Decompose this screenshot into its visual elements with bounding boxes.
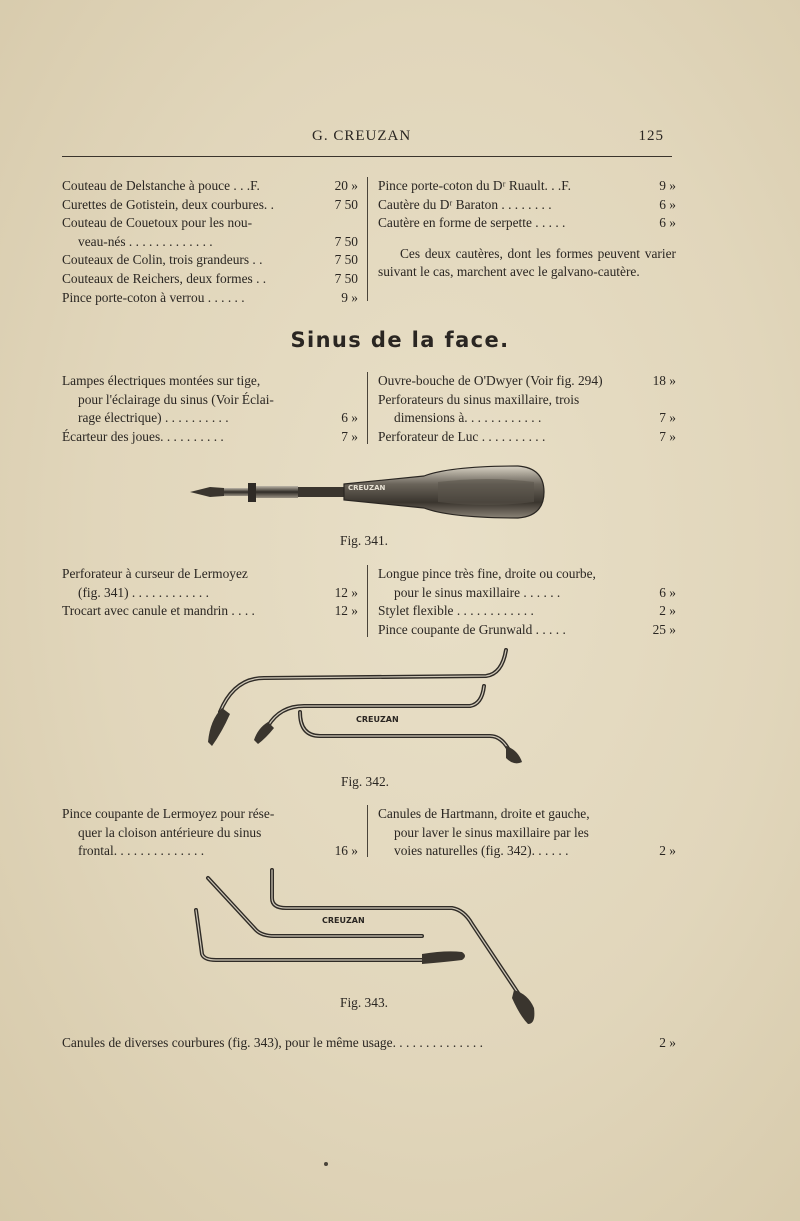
fig343-engraving: CREUZAN: [322, 916, 365, 925]
item-price: 25 »: [652, 621, 676, 637]
item-label: pour l'éclairage du sinus (Voir Éclai-: [78, 391, 274, 407]
item-label: frontal. . . . . . . . . . . . . .: [78, 843, 205, 859]
item-price: 6 »: [659, 584, 676, 600]
list-item: [62, 409, 358, 428]
list-item: [62, 372, 358, 391]
item-label: Couteau de Couetoux pour les nou-: [62, 215, 253, 231]
item-label: Couteaux de Reichers, deux formes . .: [62, 270, 267, 286]
item-label: Canules de diverses courbures (fig. 343), pour le même usage. . . . . . . . . . . . . .: [62, 1035, 483, 1050]
list-item: [378, 196, 676, 215]
item-label: Ouvre-bouche de O'Dwyer (Voir fig. 294): [378, 373, 603, 388]
item-label: Pince coupante de Grunwald . . . . .: [378, 621, 566, 637]
list-item: [378, 409, 676, 428]
block4-left-column: [62, 805, 358, 861]
item-price: 7 50: [334, 252, 358, 268]
item-label: Lampes électriques montées sur tige,: [62, 373, 261, 388]
list-item: [62, 584, 358, 603]
list-item: [378, 824, 676, 843]
item-label: Cautère en forme de serpette . . . . .: [378, 215, 566, 231]
item-price: 16 »: [334, 843, 358, 859]
item-label: Pince porte-coton du Dʳ Ruault. . .F.: [378, 178, 571, 193]
item-price: 6 »: [659, 196, 676, 212]
item-label: Pince coupante de Lermoyez pour rése-: [62, 806, 275, 821]
item-label: Couteau de Delstanche à pouce . . .F.: [62, 178, 260, 193]
fig341-engraving: CREUZAN: [348, 484, 386, 492]
fig342-engraving: CREUZAN: [356, 715, 399, 724]
block3-left-column: [62, 565, 358, 621]
list-item: [378, 177, 676, 196]
item-price: 7 »: [659, 428, 676, 444]
item-label: Trocart avec canule et mandrin . . . .: [62, 603, 255, 619]
item-label: veau-nés . . . . . . . . . . . . .: [78, 233, 213, 249]
list-item: [62, 824, 358, 843]
item-price: 6 »: [659, 215, 676, 231]
column-divider: [367, 565, 368, 637]
item-label: Perforateurs du sinus maxillaire, trois: [378, 391, 580, 407]
list-item: [378, 391, 676, 410]
page-speck: [324, 1162, 328, 1166]
list-item: [62, 177, 358, 196]
item-price: 2 »: [659, 843, 676, 859]
item-label: Perforateur à curseur de Lermoyez: [62, 566, 248, 581]
item-price: 12 »: [334, 584, 358, 600]
fig341-perforator-illustration: [188, 460, 552, 526]
block2-right-column: [378, 372, 676, 446]
list-item: [62, 565, 358, 584]
fig343-caption: Fig. 343.: [340, 995, 388, 1010]
item-label: Couteaux de Colin, trois grandeurs . .: [62, 252, 263, 268]
list-item: [62, 233, 358, 252]
section-title: Sinus de la face.: [290, 328, 510, 352]
list-item-bottom: [62, 1035, 676, 1051]
list-item: [62, 391, 358, 410]
block4-right-column: [378, 805, 676, 861]
header-author: G. CREUZAN: [312, 128, 412, 144]
list-item: [62, 428, 358, 447]
item-label: Canules de Hartmann, droite et gauche,: [378, 806, 590, 821]
list-item: [62, 196, 358, 215]
list-item: [378, 805, 676, 824]
header-rule: [62, 156, 672, 157]
item-label: Cautère du Dʳ Baraton . . . . . . . .: [378, 196, 552, 212]
item-price: 7 50: [334, 270, 358, 286]
block2-left-column: [62, 372, 358, 446]
list-item: [378, 602, 676, 621]
list-item: [378, 372, 676, 391]
item-price: 2 »: [659, 1035, 676, 1050]
list-item: [62, 214, 358, 233]
item-price: 12 »: [334, 603, 358, 619]
running-header: [62, 128, 672, 150]
item-label: quer la cloison antérieure du sinus: [78, 824, 262, 840]
item-label: voies naturelles (fig. 342). . . . . .: [394, 843, 569, 859]
block1-left-column: [62, 177, 358, 307]
item-label: (fig. 341) . . . . . . . . . . . .: [78, 584, 209, 600]
item-label: Perforateur de Luc . . . . . . . . . .: [378, 428, 546, 444]
item-label: Pince porte-coton à verrou . . . . . .: [62, 289, 245, 305]
list-item: [378, 842, 676, 861]
fig342-caption: Fig. 342.: [341, 774, 389, 789]
item-price: 7 »: [659, 410, 676, 426]
item-price: 9 »: [341, 289, 358, 305]
list-item: [62, 289, 358, 308]
item-label: Longue pince très fine, droite ou courbe,: [378, 566, 596, 581]
list-item: [378, 621, 676, 640]
block1-right-column: [378, 177, 676, 282]
fig341-caption: Fig. 341.: [340, 533, 388, 548]
list-item: [378, 584, 676, 603]
column-divider: [367, 805, 368, 857]
list-item: [62, 805, 358, 824]
item-price: 7 50: [334, 233, 358, 249]
cautery-note: Ces deux cautères, dont les formes peuvent varier suivant le cas, marchent avec le galvano-cautère.: [378, 245, 676, 280]
item-label: Stylet flexible . . . . . . . . . . . .: [378, 603, 534, 619]
item-label: rage électrique) . . . . . . . . . .: [78, 410, 229, 426]
list-item: [62, 842, 358, 861]
item-label: pour laver le sinus maxillaire par les: [394, 824, 589, 840]
item-price: 2 »: [659, 603, 676, 619]
item-label: pour le sinus maxillaire . . . . . .: [394, 584, 561, 600]
list-item: [378, 565, 676, 584]
list-item: [62, 602, 358, 621]
fig342-cannulas-illustration: [200, 644, 532, 768]
list-item: [378, 428, 676, 447]
item-label: Écarteur des joues. . . . . . . . . .: [62, 428, 224, 444]
column-divider: [367, 177, 368, 301]
block3-right-column: [378, 565, 676, 639]
list-item: [62, 251, 358, 270]
item-price: 7 »: [341, 428, 358, 444]
item-price: 9 »: [659, 178, 676, 193]
item-price: 18 »: [652, 373, 676, 388]
list-item: [62, 270, 358, 289]
item-label: dimensions à. . . . . . . . . . . .: [394, 410, 542, 426]
item-price: 6 »: [341, 410, 358, 426]
list-item: [378, 214, 676, 233]
item-label: Curettes de Gotistein, deux courbures. .: [62, 196, 274, 212]
page-number: 125: [638, 128, 664, 144]
item-price: 7 50: [334, 196, 358, 212]
item-price: 20 »: [334, 178, 358, 193]
column-divider: [367, 372, 368, 444]
